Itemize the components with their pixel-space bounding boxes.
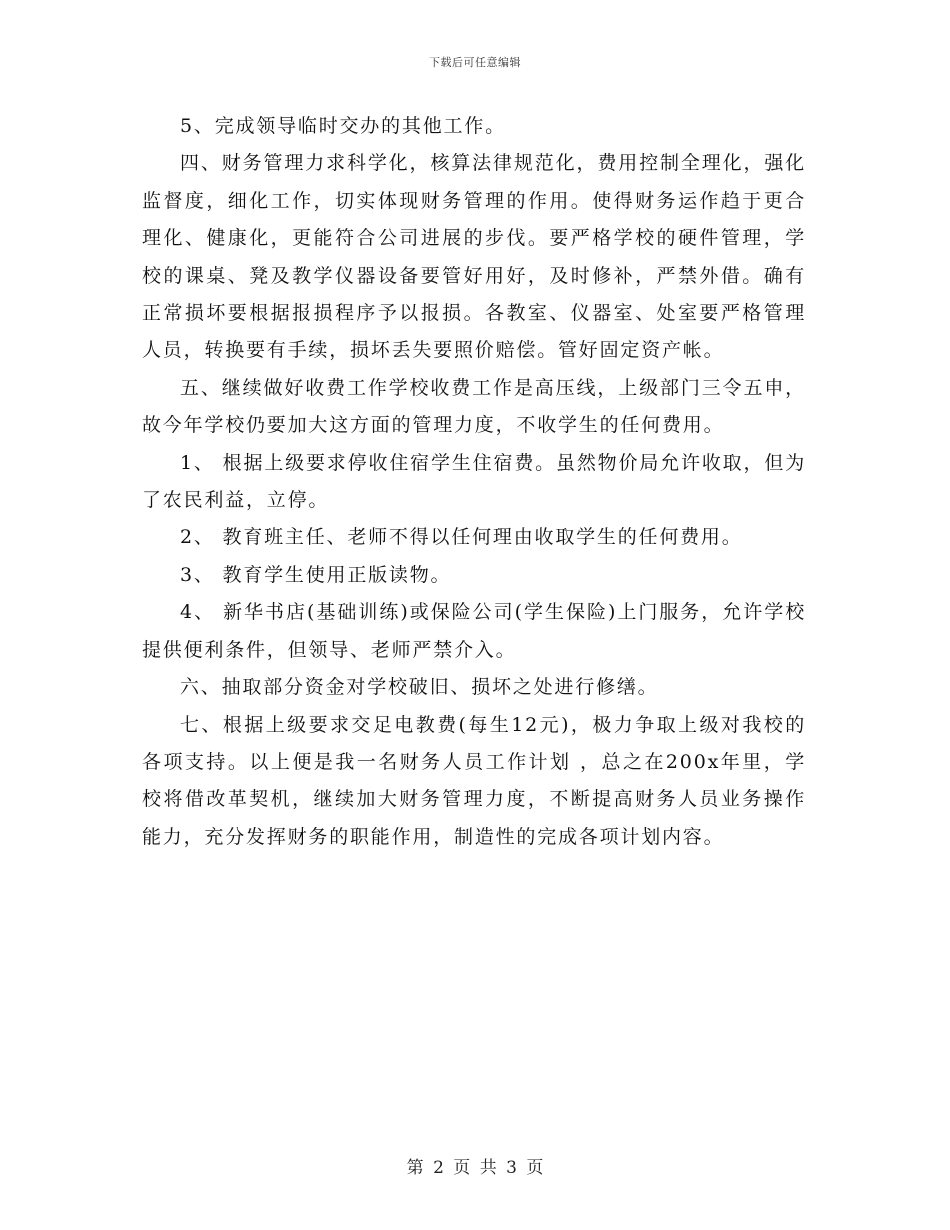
page-header-note: 下载后可任意编辑: [429, 56, 521, 69]
paragraph-section-5: 五、继续做好收费工作学校收费工作是高压线，上级部门三令五申，故今年学校仍要加大这方面的管理力度，不收学生的任何费用。: [142, 376, 806, 437]
paragraph-sub-3: 3、 教育学生使用正版读物。: [180, 563, 452, 586]
document-body: [142, 108, 806, 856]
paragraph-sub-4: 4、 新华书店(基础训练)或保险公司(学生保险)上门服务，允许学校提供便利条件，但领导、老师严禁介入。: [142, 601, 806, 661]
page-number-footer: 第 2 页 共 3 页: [406, 1158, 544, 1178]
paragraph-sub-1: 1、 根据上级要求停收住宿学生住宿费。虽然物价局允许收取，但为了农民利益，立停。: [142, 451, 806, 512]
paragraph-sub-2: 2、 教育班主任、老师不得以任何理由收取学生的任何费用。: [180, 526, 743, 549]
paragraph-section-7: 七、根据上级要求交足电教费(每生12元)，极力争取上级对我校的各项支持。以上便是我一名财务人员工作计划 ，总之在200x年里，学校将借改革契机，继续加大财务管理力度，不断提高财务人员业务操作能力，充分发挥财务的职能作用，制造性的完成各项计划内容。: [142, 713, 806, 848]
paragraph-section-6: 六、抽取部分资金对学校破旧、损坏之处进行修缮。: [180, 676, 659, 699]
paragraph-section-4: 四、财务管理力求科学化，核算法律规范化，费用控制全理化，强化监督度，细化工作，切实体现财务管理的作用。使得财务运作趋于更合理化、健康化，更能符合公司进展的步伐。要严格学校的硬件管理，学校的课桌、凳及教学仪器设备要管好用好，及时修补，严禁外借。确有正常损坏要根据报损程序予以报损。各教室、仪器室、处室要严格管理人员，转换要有手续，损坏丢失要照价赔偿。管好固定资产帐。: [142, 152, 806, 362]
paragraph-item-5: 5、完成领导临时交办的其他工作。: [180, 115, 506, 137]
